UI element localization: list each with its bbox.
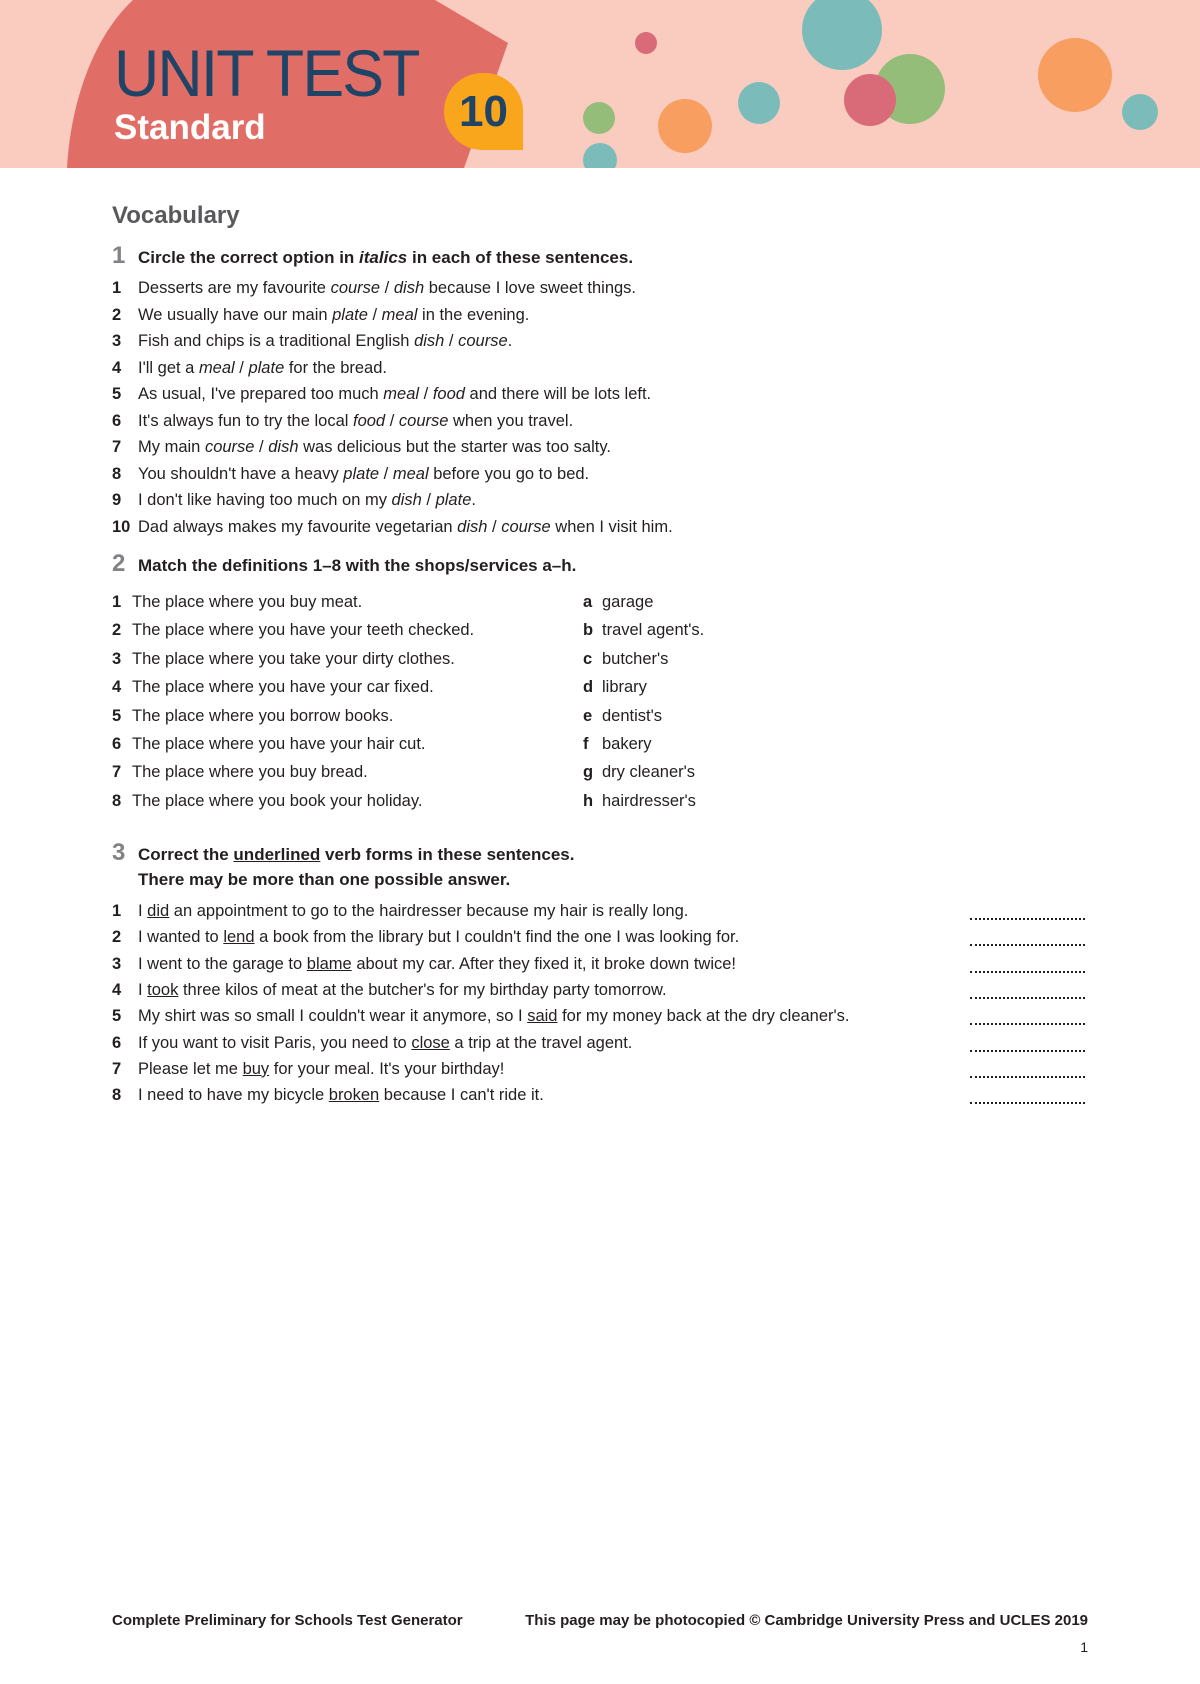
- underlined-verb: buy: [242, 1059, 270, 1078]
- item-number: 3: [112, 954, 122, 973]
- text-segment: verb forms in these sentences.: [320, 845, 575, 864]
- text-segment: when I visit him.: [550, 517, 673, 536]
- item-number: f: [583, 735, 589, 753]
- item-text: [138, 902, 688, 921]
- item-number: 6: [112, 411, 122, 430]
- item-text: garage: [602, 593, 654, 611]
- text-segment: for your meal. It's your birthday!: [269, 1059, 505, 1078]
- item-number: c: [583, 649, 593, 668]
- text-segment: My shirt was so small I couldn't wear it anymore, so I: [138, 1007, 528, 1026]
- section-1-number: 1: [112, 242, 126, 269]
- item-text: The place where you borrow books.: [132, 706, 394, 725]
- item-text: [138, 385, 651, 404]
- italic-option: dish: [391, 491, 422, 509]
- item-text: dentist's: [602, 706, 663, 725]
- text-segment: /: [487, 517, 502, 536]
- text-segment: about my car. After they fixed it, it broke down twice!: [351, 954, 736, 973]
- answer-line[interactable]: [970, 971, 1085, 973]
- text-segment: I went to the garage to: [138, 954, 307, 973]
- item-number: 7: [112, 438, 122, 456]
- item-number: 2: [112, 928, 122, 947]
- item-text: hairdresser's: [602, 791, 696, 810]
- italic-option: dish: [414, 332, 445, 350]
- item-text: butcher's: [602, 649, 669, 668]
- circle: [658, 99, 712, 153]
- item-number: 3: [112, 332, 122, 350]
- item-number: 3: [112, 649, 122, 668]
- circle: [844, 74, 896, 126]
- item-text: The place where you buy meat.: [132, 593, 363, 611]
- circle: [1122, 94, 1158, 130]
- text-segment: a trip at the travel agent.: [449, 1033, 633, 1052]
- item-number: 2: [112, 305, 122, 324]
- text-segment: If you want to visit Paris, you need to: [138, 1033, 412, 1052]
- unit-number-badge: 10: [444, 73, 523, 150]
- text-segment: /: [444, 332, 459, 350]
- text-segment: I: [138, 902, 148, 920]
- section-3-number: 3: [112, 839, 126, 866]
- answer-line[interactable]: [970, 1076, 1085, 1078]
- item-text: [138, 279, 636, 298]
- text-segment: .: [471, 491, 476, 509]
- item-number: d: [583, 678, 594, 697]
- italic-option: plate: [332, 305, 368, 324]
- italic-option: course: [330, 279, 381, 297]
- item-text: The place where you have your teeth checked.: [132, 621, 475, 640]
- item-text: [138, 1034, 632, 1053]
- text-segment: when you travel.: [448, 411, 574, 430]
- text-segment: was delicious but the starter was too salty.: [298, 438, 611, 456]
- item-text: [138, 1060, 504, 1079]
- item-text: [138, 981, 667, 1000]
- text-segment: /: [367, 305, 382, 324]
- italic-option: course: [458, 332, 508, 350]
- italic-option: food: [432, 385, 465, 403]
- text-segment: /: [380, 279, 394, 297]
- footer-left: Complete Preliminary for Schools Test Generator: [112, 1612, 463, 1629]
- item-number: 4: [112, 980, 122, 999]
- item-number: 8: [112, 791, 122, 810]
- underlined-verb: lend: [223, 928, 255, 947]
- text-segment: Desserts are my favourite: [138, 279, 331, 297]
- text-segment: in the evening.: [417, 305, 530, 324]
- item-number: 5: [112, 385, 122, 403]
- item-number: 5: [112, 706, 122, 725]
- page-number: 1: [1080, 1639, 1088, 1655]
- text-segment: an appointment to go to the hairdresser because my hair is really long.: [169, 902, 689, 920]
- text-segment: /: [421, 491, 436, 509]
- item-number: h: [583, 791, 594, 810]
- answer-line[interactable]: [970, 944, 1085, 946]
- text-segment: three kilos of meat at the butcher's for my birthday party tomorrow.: [178, 980, 667, 999]
- item-text: bakery: [602, 735, 652, 753]
- item-text: library: [602, 678, 647, 697]
- item-text: [138, 518, 673, 537]
- item-number: 8: [112, 464, 122, 483]
- item-text: [138, 465, 589, 484]
- italic-option: plate: [248, 358, 285, 377]
- item-text: [138, 332, 512, 351]
- italic-option: meal: [198, 358, 235, 377]
- item-text: [138, 928, 739, 947]
- text-segment: /: [254, 438, 269, 456]
- item-number: 5: [112, 1007, 122, 1026]
- item-number: a: [583, 593, 593, 611]
- italic-option: meal: [381, 305, 418, 324]
- circle: [583, 143, 617, 168]
- italic-option: meal: [383, 385, 420, 403]
- page-subtitle: Standard: [114, 108, 266, 147]
- item-number: 9: [112, 491, 122, 509]
- text-segment: because I can't ride it.: [379, 1086, 544, 1105]
- italic-option: dish: [457, 517, 488, 536]
- underlined-verb: blame: [306, 954, 352, 973]
- text-segment: in each of these sentences.: [407, 248, 634, 267]
- text-segment: for the bread.: [284, 358, 387, 377]
- underlined-verb: close: [411, 1033, 450, 1052]
- text-segment: before you go to bed.: [428, 464, 590, 483]
- section-3-instruction: [138, 845, 574, 865]
- italic-option: plate: [343, 464, 380, 483]
- text-segment: /: [419, 385, 433, 403]
- item-text: [138, 306, 529, 325]
- answer-line[interactable]: [970, 1050, 1085, 1052]
- text-segment: I: [138, 980, 148, 999]
- header-banner: [0, 0, 1200, 168]
- text-segment: You shouldn't have a heavy: [138, 464, 344, 483]
- text-segment: I need to have my bicycle: [138, 1086, 329, 1105]
- circle: [583, 102, 615, 134]
- item-text: The place where you book your holiday.: [132, 791, 423, 810]
- answer-line[interactable]: [970, 1102, 1085, 1104]
- circle: [1038, 38, 1112, 112]
- item-text: The place where you have your car fixed.: [132, 678, 434, 697]
- section-1-instruction: [138, 248, 633, 268]
- underlined-verb: broken: [328, 1086, 380, 1105]
- text-segment: Please let me: [138, 1059, 243, 1078]
- answer-line[interactable]: [970, 918, 1085, 920]
- item-text: [138, 955, 736, 974]
- answer-line[interactable]: [970, 997, 1085, 999]
- item-number: 6: [112, 735, 122, 753]
- text-segment: .: [507, 332, 513, 350]
- item-text: [138, 438, 611, 457]
- item-number: 8: [112, 1086, 122, 1105]
- text-segment: I wanted to: [138, 928, 224, 947]
- section-2-number: 2: [112, 550, 126, 577]
- italic-option: course: [398, 411, 449, 430]
- text-segment: I don't like having too much on my: [138, 491, 392, 509]
- text-segment: Circle the correct option in: [138, 248, 360, 267]
- text-segment: and there will be lots left.: [464, 385, 652, 403]
- italic-option: course: [204, 438, 255, 456]
- italic-option: meal: [392, 464, 429, 483]
- text-segment: because I love sweet things.: [424, 279, 637, 297]
- italic-option: food: [353, 411, 386, 430]
- text-segment: /: [379, 464, 393, 483]
- item-number: 4: [112, 678, 122, 697]
- text-segment: /: [234, 358, 249, 377]
- circle: [802, 0, 882, 70]
- item-text: The place where you take your dirty clothes.: [132, 649, 455, 668]
- italic-option: course: [501, 517, 551, 536]
- circle: [635, 32, 657, 54]
- italic-option: plate: [435, 491, 472, 509]
- text-segment: a book from the library but I couldn't find the one I was looking for.: [254, 928, 740, 947]
- text-segment: /: [385, 411, 399, 430]
- item-text: travel agent's.: [602, 621, 705, 640]
- underlined-verb: did: [147, 902, 170, 920]
- text-segment: My main: [138, 438, 205, 456]
- text-segment: Fish and chips is a traditional English: [138, 332, 415, 350]
- text-segment: for my money back at the dry cleaner's.: [557, 1007, 850, 1026]
- item-number: 10: [112, 517, 131, 536]
- item-number: 2: [112, 621, 122, 640]
- item-number: e: [583, 706, 593, 725]
- item-text: dry cleaner's: [602, 763, 696, 782]
- item-number: g: [583, 763, 594, 782]
- item-number: 1: [112, 902, 122, 920]
- text-segment: We usually have our main: [138, 305, 333, 324]
- item-number: 7: [112, 1059, 122, 1078]
- item-text: [138, 1007, 850, 1026]
- item-number: 7: [112, 763, 122, 782]
- item-number: 1: [112, 279, 122, 297]
- item-number: 4: [112, 358, 122, 377]
- text-segment: As usual, I've prepared too much: [138, 385, 384, 403]
- footer-right: This page may be photocopied © Cambridge University Press and UCLES 2019: [525, 1612, 1088, 1629]
- item-text: [138, 1086, 544, 1105]
- section-3-instruction-2: There may be more than one possible answer.: [138, 870, 511, 889]
- item-text: [138, 412, 573, 431]
- text-segment: It's always fun to try the local: [138, 411, 353, 430]
- item-text: [138, 359, 387, 378]
- underlined-verb: took: [147, 980, 179, 999]
- item-number: 1: [112, 593, 122, 611]
- circle: [738, 82, 780, 124]
- item-text: The place where you have your hair cut.: [132, 735, 426, 753]
- item-number: 6: [112, 1033, 122, 1052]
- text-segment: I'll get a: [138, 358, 199, 377]
- italic-option: dish: [393, 279, 425, 297]
- section-2-instruction: Match the definitions 1–8 with the shops/services a–h.: [138, 556, 577, 575]
- item-text: [138, 491, 476, 510]
- underlined-verb: said: [527, 1007, 558, 1026]
- answer-line[interactable]: [970, 1023, 1085, 1025]
- text-segment: Correct the: [138, 845, 234, 864]
- item-number: b: [583, 621, 594, 640]
- item-text: The place where you buy bread.: [132, 763, 368, 782]
- underlined-verb: underlined: [233, 845, 321, 864]
- italic-option: italics: [359, 248, 408, 267]
- page-title: UNIT TEST: [114, 36, 419, 110]
- vocabulary-heading: Vocabulary: [112, 202, 240, 229]
- text-segment: Dad always makes my favourite vegetarian: [138, 517, 458, 536]
- italic-option: dish: [268, 438, 299, 456]
